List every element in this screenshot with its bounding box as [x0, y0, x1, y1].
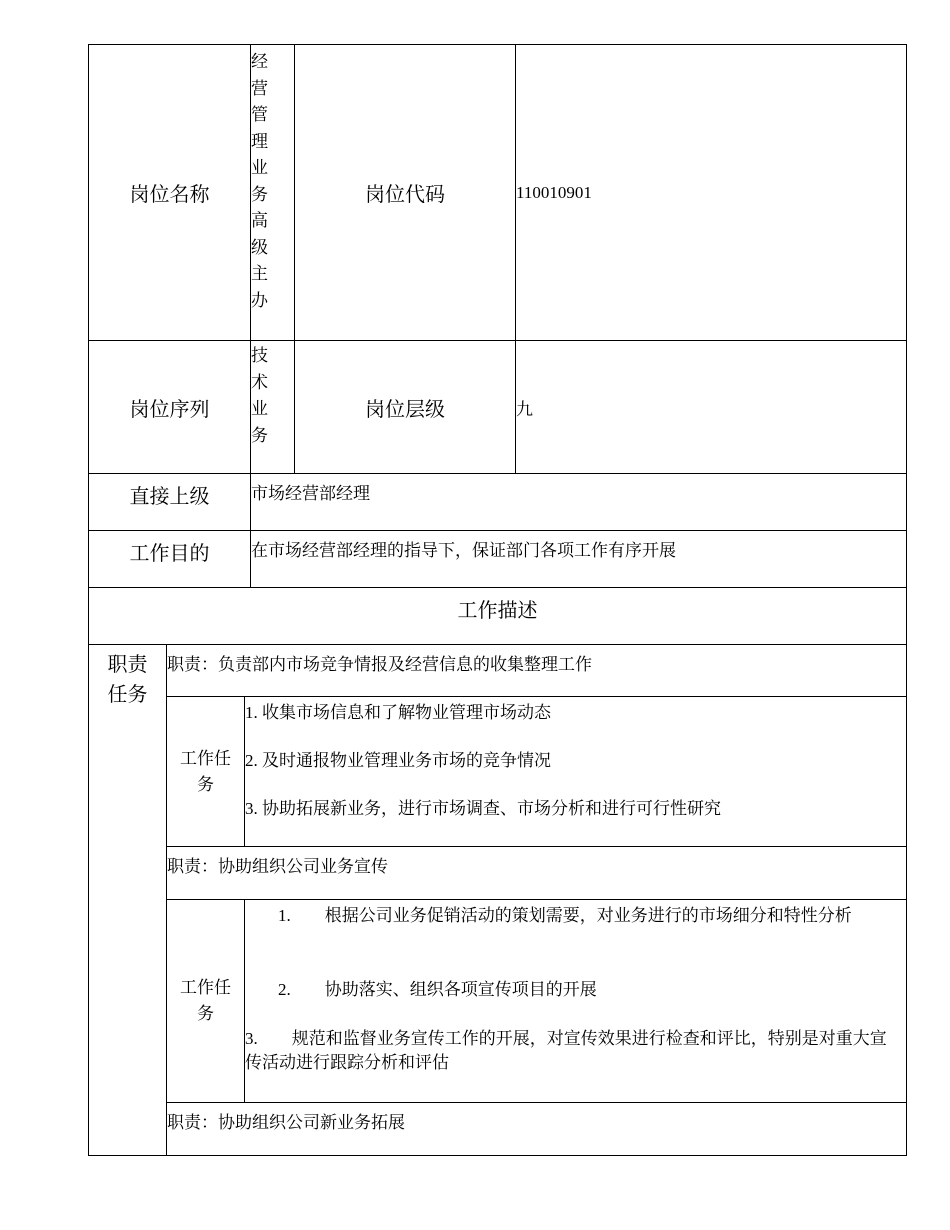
job-series-value-cell [250, 340, 295, 474]
duties-side-label-cell [88, 644, 167, 1156]
duty-2-task-label: 工作任务 [166, 899, 245, 1103]
purpose-label: 工作目的 [88, 530, 251, 588]
superior-label: 直接上级 [88, 473, 251, 531]
purpose-value: 在市场经营部经理的指导下，保证部门各项工作有序开展 [250, 530, 907, 588]
duty-3-title: 职责：协助组织公司新业务拓展 [166, 1102, 907, 1156]
job-code-label: 岗位代码 [294, 44, 516, 341]
job-series-value: 技术业务 [251, 346, 268, 446]
duty-2-task-3: 3. 规范和监督业务宣传工作的开展，对宣传效果进行检查和评比，特别是对重大宣传活动进行跟踪分析和评估 [245, 1029, 887, 1072]
duty-2-task-2: 2. 协助落实、组织各项宣传项目的开展 [278, 980, 597, 999]
duty-2-title: 职责：协助组织公司业务宣传 [166, 846, 907, 900]
job-name-label: 岗位名称 [88, 44, 251, 341]
job-name-value: 经营管理业务高级主办 [251, 52, 268, 311]
duties-side-label: 职责任务 [107, 652, 148, 706]
duty-1-task-1: 1. 收集市场信息和了解物业管理市场动态 [245, 703, 551, 722]
description-header: 工作描述 [88, 587, 907, 645]
duty-1-task-list [244, 696, 907, 847]
superior-value: 市场经营部经理 [250, 473, 907, 531]
job-code-value: 110010901 [515, 44, 907, 341]
duty-1-task-3: 3. 协助拓展新业务，进行市场调查、市场分析和进行可行性研究 [245, 799, 721, 818]
job-level-value: 九 [515, 340, 907, 474]
duty-2-task-list [244, 899, 907, 1103]
job-level-label: 岗位层级 [294, 340, 516, 474]
duty-2-task-1: 1. 根据公司业务促销活动的策划需要，对业务进行的市场细分和特性分析 [278, 906, 852, 925]
duty-1-task-2: 2. 及时通报物业管理业务市场的竞争情况 [245, 751, 551, 770]
duty-1-task-label: 工作任务 [166, 696, 245, 847]
job-name-value-cell [250, 44, 295, 341]
job-series-label: 岗位序列 [88, 340, 251, 474]
duty-1-title: 职责：负责部内市场竞争情报及经营信息的收集整理工作 [166, 644, 907, 697]
